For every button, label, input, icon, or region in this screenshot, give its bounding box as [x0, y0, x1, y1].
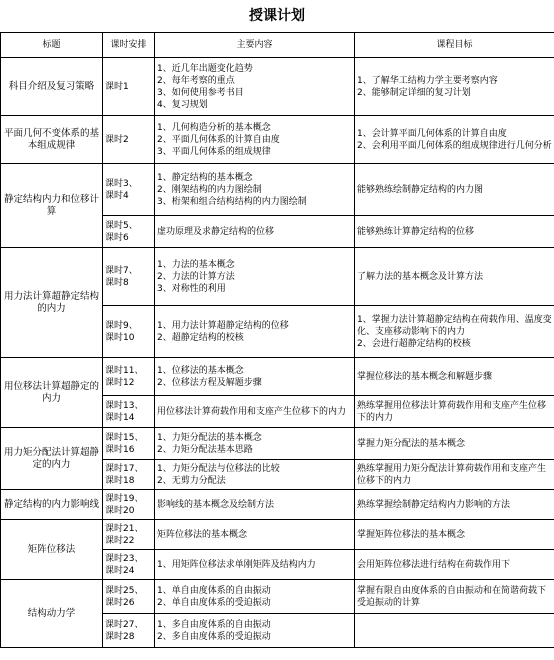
period-cell-line: 课时12 [105, 377, 135, 388]
table-row [1, 580, 554, 614]
goal-cell-line: 掌握位移法的基本概念和解题步骤 [357, 371, 493, 382]
content-cell-line: 3、桁架和组合结构结构的内力图绘制 [157, 196, 307, 207]
period-cell-line: 课时21、 [105, 523, 144, 534]
content-cell [155, 490, 355, 520]
header-row [1, 33, 554, 58]
content-cell-line: 4、复习规划 [157, 99, 208, 110]
period-cell [103, 490, 155, 520]
subject-cell: 静定结构内力和位移计算 [1, 164, 103, 248]
content-cell-line: 1、力矩分配法与位移法的比较 [157, 463, 280, 474]
content-cell-line: 影响线的基本概念及绘制方法 [157, 499, 275, 510]
period-cell-line: 课时4 [105, 190, 129, 201]
goal-cell [355, 550, 554, 580]
goal-cell-line: 能够熟练绘制静定结构的内力图 [357, 184, 484, 195]
goal-cell [355, 216, 554, 248]
content-cell-line: 2、多自由度体系的受迫振动 [157, 631, 271, 642]
goal-cell [355, 306, 554, 358]
goal-cell-line: 2、会进行超静定结构的校核 [357, 338, 471, 349]
period-cell-line: 课时17、 [105, 463, 144, 474]
period-cell-line: 课时9、 [105, 320, 138, 331]
content-cell-line: 1、近几年出题变化趋势 [157, 63, 253, 74]
period-cell-line: 课时27、 [105, 619, 144, 630]
period-cell [103, 58, 155, 116]
content-cell-line: 1、单自由度体系的自由振动 [157, 585, 271, 596]
content-cell [155, 116, 355, 164]
period-cell [103, 396, 155, 428]
goal-cell-line: 掌握矩阵位移法的基本概念 [357, 529, 466, 540]
content-cell-line: 1、静定结构的基本概念 [157, 172, 253, 183]
period-cell-line: 课时18 [105, 475, 135, 486]
content-cell-line: 矩阵位移法的基本概念 [157, 529, 248, 540]
table-row [1, 116, 554, 164]
content-cell-line: 2、每年考察的重点 [157, 75, 235, 86]
goal-cell-line: 掌握力矩分配法的基本概念 [357, 438, 466, 449]
goal-cell-line: 2、能够制定详细的复习计划 [357, 87, 471, 98]
period-cell [103, 164, 155, 216]
goal-cell-line: 能够熟练计算静定结构的位移 [357, 226, 475, 237]
period-cell-line: 课时20 [105, 505, 135, 516]
period-cell [103, 116, 155, 164]
content-cell-line: 2、刚架结构的内力图绘制 [157, 184, 262, 195]
content-cell-line: 1、位移法的基本概念 [157, 365, 244, 376]
content-cell-line: 用位移法计算荷载作用和支座产生位移下的内力 [157, 406, 347, 417]
goal-cell [355, 116, 554, 164]
content-cell-line: 3、平面几何体系的组成规律 [157, 146, 271, 157]
content-cell-line: 1、几何构造分析的基本概念 [157, 122, 271, 133]
subject-cell: 用力矩分配法计算超静定的内力 [1, 428, 103, 490]
header-content: 主要内容 [155, 33, 355, 58]
content-cell [155, 58, 355, 116]
period-cell-line: 课时15、 [105, 432, 144, 443]
period-cell-line: 课时3、 [105, 178, 138, 189]
subject-cell: 用位移法计算超静定的内力 [1, 358, 103, 428]
content-cell [155, 358, 355, 396]
goal-cell [355, 396, 554, 428]
period-cell-line: 课时10 [105, 332, 135, 343]
content-cell-line: 3、对称性的利用 [157, 283, 226, 294]
period-cell-line: 课时7、 [105, 265, 138, 276]
content-cell [155, 396, 355, 428]
content-cell-line: 1、力矩分配法的基本概念 [157, 432, 262, 443]
goal-cell [355, 248, 554, 306]
goal-cell-line: 2、会利用平面几何体系的组成规律进行几何分析 [357, 140, 552, 151]
goal-cell [355, 358, 554, 396]
subject-cell: 矩阵位移法 [1, 520, 103, 580]
table-body [1, 58, 554, 648]
content-cell-line: 2、超静定结构的校核 [157, 332, 244, 343]
goal-cell [355, 58, 554, 116]
period-cell [103, 248, 155, 306]
content-cell [155, 306, 355, 358]
period-cell-line: 课时22 [105, 535, 135, 546]
period-cell [103, 306, 155, 358]
subject-cell: 用力法计算超静定结构的内力 [1, 248, 103, 358]
content-cell-line: 2、力矩分配法基本思路 [157, 444, 253, 455]
content-cell-line: 3、如何使用参考书目 [157, 87, 244, 98]
content-cell [155, 550, 355, 580]
subject-cell: 科目介绍及复习策略 [1, 58, 103, 116]
period-cell-line: 课时2 [105, 134, 129, 145]
period-cell [103, 216, 155, 248]
content-cell [155, 580, 355, 614]
content-cell-line: 2、平面几何体系的计算自由度 [157, 134, 280, 145]
period-cell [103, 614, 155, 648]
content-cell [155, 164, 355, 216]
subject-cell: 结构动力学 [1, 580, 103, 648]
table-row [1, 428, 554, 460]
subject-cell: 静定结构的内力影响线 [1, 490, 103, 520]
period-cell-line: 课时28 [105, 631, 135, 642]
subject-cell: 平面几何不变体系的基本组成规律 [1, 116, 103, 164]
header-subject: 标题 [1, 33, 103, 58]
period-cell [103, 428, 155, 460]
period-cell [103, 460, 155, 490]
period-cell [103, 358, 155, 396]
goal-cell-line: 1、了解华工结构力学主要考察内容 [357, 75, 498, 86]
content-cell-line: 1、多自由度体系的自由振动 [157, 619, 271, 630]
table-row [1, 490, 554, 520]
period-cell-line: 课时23、 [105, 553, 144, 564]
period-cell [103, 580, 155, 614]
table-row [1, 520, 554, 550]
content-cell-line: 2、无剪力分配法 [157, 475, 226, 486]
period-cell [103, 520, 155, 550]
goal-cell-line: 会用矩阵位移法进行结构在荷载作用下 [357, 559, 511, 570]
goal-cell-line: 1、会计算平面几何体系的计算自由度 [357, 128, 507, 139]
goal-cell-line: 1、掌握力法计算超静定结构在荷载作用、温度变化、支座移动影响下的内力 [357, 314, 552, 337]
table-row [1, 58, 554, 116]
goal-cell [355, 428, 554, 460]
period-cell-line: 课时26 [105, 597, 135, 608]
goal-cell [355, 460, 554, 490]
content-cell-line: 虚功原理及求静定结构的位移 [157, 226, 275, 237]
content-cell-line: 2、单自由度体系的受迫振动 [157, 597, 271, 608]
table-row [1, 164, 554, 216]
content-cell-line: 2、位移法方程及解题步骤 [157, 377, 262, 388]
goal-cell-line: 熟练掌握绘制静定结构内力影响的方法 [357, 499, 511, 510]
period-cell-line: 课时11、 [105, 365, 144, 376]
goal-cell [355, 614, 554, 648]
goal-cell [355, 520, 554, 550]
table-row [1, 358, 554, 396]
content-cell [155, 216, 355, 248]
period-cell-line: 课时16 [105, 444, 135, 455]
content-cell-line: 2、力法的计算方法 [157, 271, 235, 282]
goal-cell-line: 掌握有限自由度体系的自由振动和在简谐荷载下受迫振动的计算 [357, 585, 547, 608]
period-cell [103, 550, 155, 580]
period-cell-line: 课时25、 [105, 585, 144, 596]
goal-cell-line: 了解力法的基本概念及计算方法 [357, 271, 484, 282]
period-cell-line: 课时5、 [105, 220, 138, 231]
content-cell [155, 614, 355, 648]
period-cell-line: 课时19、 [105, 493, 144, 504]
period-cell-line: 课时13、 [105, 400, 144, 411]
content-cell [155, 248, 355, 306]
schedule-table [0, 32, 554, 648]
goal-cell-line: 熟练掌握用力矩分配法计算荷载作用和支座产生位移下的内力 [357, 463, 547, 486]
content-cell [155, 428, 355, 460]
page-title: 授课计划 [249, 8, 305, 24]
goal-cell [355, 490, 554, 520]
period-cell-line: 课时1 [105, 81, 129, 92]
header-goal: 课程目标 [355, 33, 554, 58]
content-cell [155, 460, 355, 490]
content-cell-line: 1、力法的基本概念 [157, 259, 235, 270]
content-cell-line: 1、用力法计算超静定结构的位移 [157, 320, 289, 331]
header-period: 课时安排 [103, 33, 155, 58]
period-cell-line: 课时8 [105, 277, 129, 288]
period-cell-line: 课时6 [105, 232, 129, 243]
period-cell-line: 课时14 [105, 412, 135, 423]
goal-cell-line: 熟练掌握用位移法计算荷载作用和支座产生位移下的内力 [357, 400, 547, 423]
period-cell-line: 课时24 [105, 565, 135, 576]
goal-cell [355, 164, 554, 216]
content-cell [155, 520, 355, 550]
goal-cell [355, 580, 554, 614]
table-row [1, 248, 554, 306]
content-cell-line: 1、用矩阵位移法求单刚矩阵及结构内力 [157, 559, 316, 570]
